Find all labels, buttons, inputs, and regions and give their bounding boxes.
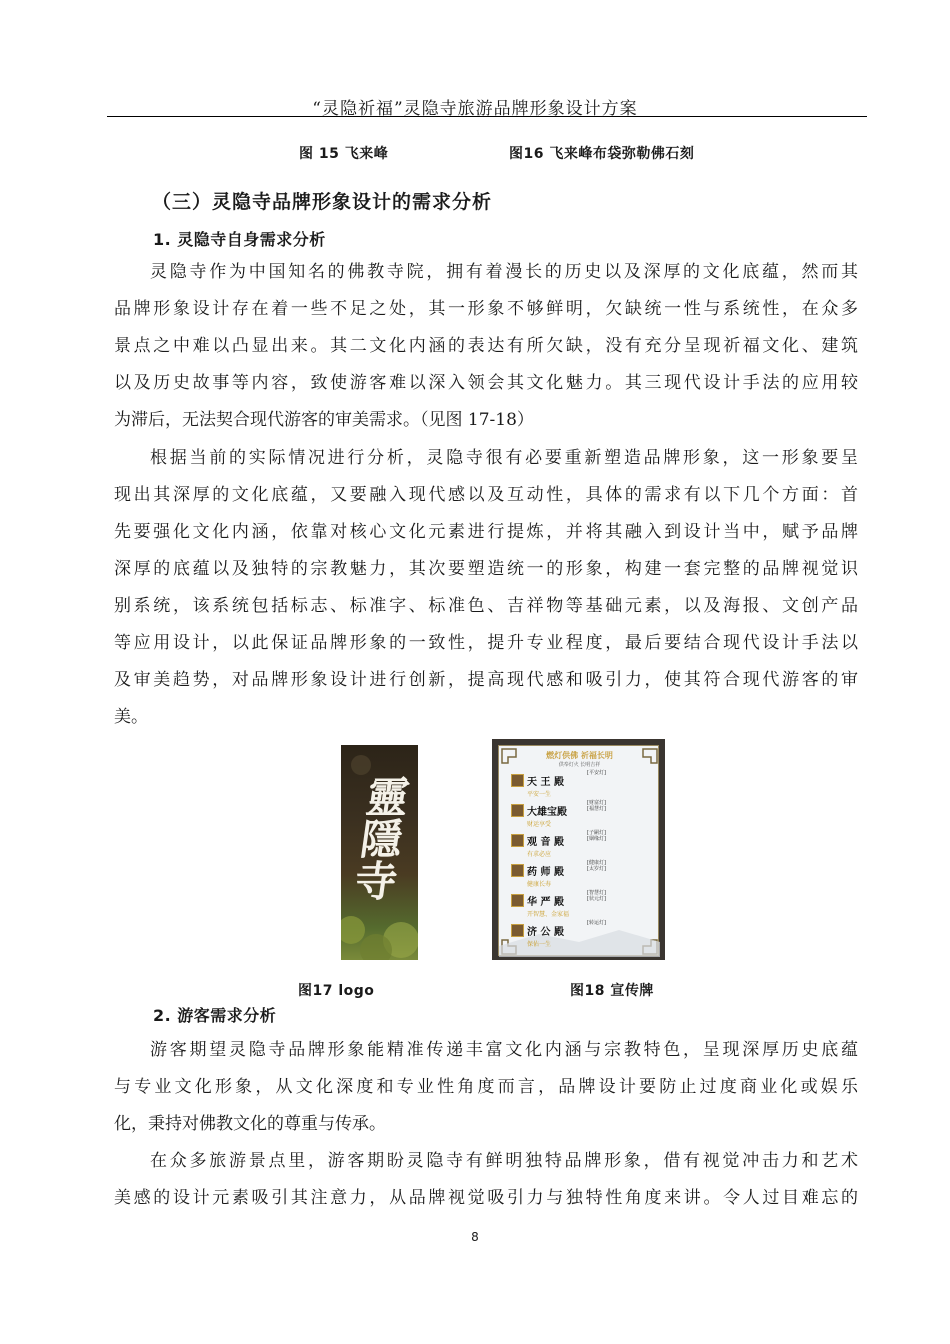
- lamp-type: [财富灯] [福慧灯]: [587, 800, 606, 812]
- hall-wish: 开智慧、金家福: [527, 911, 570, 918]
- paragraph-line: 及审美趋势，对品牌形象设计进行创新，提高现代感和吸引力，使其符合现代游客的审: [114, 670, 858, 690]
- paragraph-line: 别系统，该系统包括标志、标准字、标准色、吉祥物等基础元素，以及海报、文创产品: [114, 596, 858, 616]
- paragraph-line: 化，秉持对佛教文化的尊重与传承。: [114, 1114, 386, 1134]
- board-panel: [498, 745, 659, 956]
- figure-17-logo-image: [341, 745, 418, 960]
- hall-name: 大雄宝殿: [527, 807, 567, 818]
- hall-thumbnail: [511, 834, 524, 847]
- hall-wish: 财运享受: [527, 821, 552, 828]
- header-rule: [107, 116, 867, 117]
- paragraph-line: 美。: [114, 707, 148, 727]
- lamp-type: [子嗣灯] [姻缘灯]: [587, 830, 606, 842]
- board-subtitle: 供奉灯火 长明吉祥: [558, 762, 601, 768]
- subsection-2-heading: 2. 游客需求分析: [153, 1006, 277, 1025]
- board-hall-row: [503, 860, 658, 890]
- hall-thumbnail: [511, 804, 524, 817]
- paragraph-line: 品牌形象设计存在着一些不足之处，其一形象不够鲜明，欠缺统一性与系统性，在众多: [114, 299, 858, 319]
- hall-thumbnail: [511, 864, 524, 877]
- paragraph-line: 与专业文化形象，从文化深度和专业性角度而言，品牌设计要防止过度商业化或娱乐: [114, 1077, 858, 1097]
- paragraph-line: 根据当前的实际情况进行分析，灵隐寺很有必要重新塑造品牌形象，这一形象要呈: [150, 448, 858, 468]
- board-hall-row: [503, 770, 658, 800]
- paragraph-line: 等应用设计，以此保证品牌形象的一致性，提升专业程度，最后要结合现代设计手法以: [114, 633, 858, 653]
- section-heading: （三）灵隐寺品牌形象设计的需求分析: [152, 191, 493, 213]
- paragraph-line: 景点之中难以凸显出来。其二文化内涵的表达有所欠缺，没有充分呈现祈福文化、建筑: [114, 336, 858, 356]
- board-hall-row: [503, 830, 658, 860]
- paragraph-line: 游客期望灵隐寺品牌形象能精准传递丰富文化内涵与宗教特色，呈现深厚历史底蕴: [150, 1040, 858, 1060]
- lamp-type: [智慧灯] [状元灯]: [587, 890, 606, 902]
- figure-15-caption: 图 15 飞来峰: [299, 146, 389, 162]
- paragraph-line: 以及历史故事等内容，致使游客难以深入领会其文化魅力。其三现代设计手法的应用较: [114, 373, 858, 393]
- board-hall-row: [503, 920, 658, 950]
- paragraph-line: 在众多旅游景点里，游客期盼灵隐寺有鲜明独特品牌形象，借有视觉冲击力和艺术: [150, 1151, 858, 1171]
- hall-name: 华 严 殿: [527, 897, 564, 908]
- hall-thumbnail: [511, 894, 524, 907]
- paragraph-line: 先要强化文化内涵，依靠对核心文化元素进行提炼，并将其融入到设计当中，赋予品牌: [114, 522, 858, 542]
- hall-thumbnail: [511, 774, 524, 787]
- hall-name: 药 师 殿: [527, 867, 564, 878]
- logo-calligraphy: 靈隱寺: [346, 775, 413, 901]
- hall-wish: 保佑一生: [527, 941, 552, 948]
- figure-18-board-image: [492, 739, 665, 960]
- hall-name: 天 王 殿: [527, 777, 564, 788]
- hall-wish: 平安一生: [527, 791, 552, 798]
- figure-17-caption: 图17 logo: [298, 983, 375, 999]
- lamp-type: [平安灯]: [587, 770, 606, 776]
- figure-16-caption: 图16 飞来峰布袋弥勒佛石刻: [509, 146, 695, 162]
- paragraph-line: 深厚的底蕴以及独特的宗教魅力，其次要塑造统一的形象，构建一套完整的品牌视觉识: [114, 559, 858, 579]
- paragraph-line: 美感的设计元素吸引其注意力，从品牌视觉吸引力与独特性角度来讲。令人过目难忘的: [114, 1188, 858, 1208]
- hall-name: 济 公 殿: [527, 927, 564, 938]
- paragraph-line: 灵隐寺作为中国知名的佛教寺院，拥有着漫长的历史以及深厚的文化底蕴，然而其: [150, 262, 858, 282]
- lamp-type: [转运灯]: [587, 920, 606, 926]
- board-title: 燃灯供佛 祈福长明: [546, 751, 613, 760]
- board-hall-row: [503, 800, 658, 830]
- hall-wish: 有求必应: [527, 851, 552, 858]
- hall-thumbnail: [511, 924, 524, 937]
- subsection-1-heading: 1. 灵隐寺自身需求分析: [153, 230, 326, 249]
- running-header: “灵隐祈福”灵隐寺旅游品牌形象设计方案: [312, 99, 638, 119]
- page-number: 8: [471, 1230, 479, 1244]
- figure-18-caption: 图18 宣传牌: [570, 983, 654, 999]
- hall-wish: 健康长寿: [527, 881, 552, 888]
- board-hall-row: [503, 890, 658, 920]
- hall-name: 观 音 殿: [527, 837, 564, 848]
- paragraph-line: 为滞后，无法契合现代游客的审美需求。（见图 17-18）: [114, 410, 534, 430]
- paragraph-line: 现出其深厚的文化底蕴，又要融入现代感以及互动性，具体的需求有以下几个方面：首: [114, 485, 858, 505]
- board-hall-list: [503, 770, 658, 950]
- lamp-type: [健康灯] [太岁灯]: [587, 860, 606, 872]
